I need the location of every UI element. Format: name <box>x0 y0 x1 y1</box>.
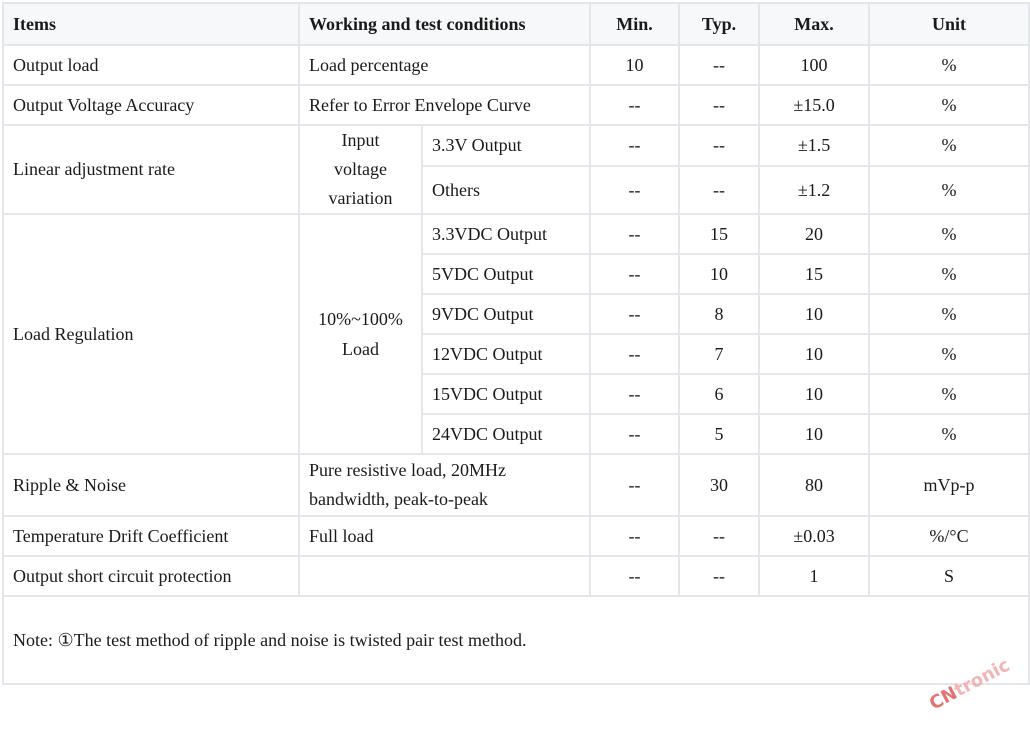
table-row <box>3 85 1029 125</box>
unit-cell: % <box>869 294 1029 334</box>
item-cell: Load Regulation <box>3 214 299 454</box>
typ-cell: -- <box>679 125 759 166</box>
unit-cell: % <box>869 125 1029 166</box>
max-cell: ±0.03 <box>759 516 869 556</box>
header-unit: Unit <box>869 3 1029 45</box>
condition-line: Pure resistive load, 20MHz <box>309 460 506 480</box>
min-cell: -- <box>590 516 679 556</box>
min-cell: -- <box>590 414 679 454</box>
unit-cell: % <box>869 45 1029 85</box>
max-cell: 10 <box>759 294 869 334</box>
unit-cell: %/°C <box>869 516 1029 556</box>
max-cell: 100 <box>759 45 869 85</box>
condition-group-cell <box>299 214 422 454</box>
typ-cell: -- <box>679 516 759 556</box>
max-cell: 1 <box>759 556 869 596</box>
header-items: Items <box>3 3 299 45</box>
max-cell: ±1.5 <box>759 125 869 166</box>
condition-line: variation <box>328 188 393 208</box>
item-cell: Output Voltage Accuracy <box>3 85 299 125</box>
item-cell: Linear adjustment rate <box>3 125 299 214</box>
header-min: Min. <box>590 3 679 45</box>
max-cell: 10 <box>759 374 869 414</box>
unit-cell: % <box>869 414 1029 454</box>
max-cell: ±1.2 <box>759 166 869 214</box>
header-conditions: Working and test conditions <box>299 3 590 45</box>
condition-line: voltage <box>334 159 387 179</box>
table-row <box>3 214 1029 254</box>
condition-cell <box>299 454 590 516</box>
min-cell: 10 <box>590 45 679 85</box>
max-cell: ±15.0 <box>759 85 869 125</box>
unit-cell: S <box>869 556 1029 596</box>
typ-cell: 8 <box>679 294 759 334</box>
typ-cell: 7 <box>679 334 759 374</box>
condition-line: Load <box>342 339 379 359</box>
table-row <box>3 516 1029 556</box>
table-row <box>3 454 1029 516</box>
condition-cell: Refer to Error Envelope Curve <box>299 85 590 125</box>
condition-line: 10%~100% <box>318 309 403 329</box>
note-text: Note: ①The test method of ripple and noise is twisted pair test method. <box>3 596 1029 684</box>
header-row <box>3 3 1029 45</box>
typ-cell: 6 <box>679 374 759 414</box>
table-row <box>3 125 1029 166</box>
sub-condition-cell: 12VDC Output <box>422 334 590 374</box>
item-cell: Output load <box>3 45 299 85</box>
item-cell: Temperature Drift Coefficient <box>3 516 299 556</box>
max-cell: 20 <box>759 214 869 254</box>
sub-condition-cell: 24VDC Output <box>422 414 590 454</box>
watermark-brand-cn: CN <box>925 682 961 715</box>
min-cell: -- <box>590 374 679 414</box>
typ-cell: -- <box>679 85 759 125</box>
spec-table <box>2 2 1030 685</box>
min-cell: -- <box>590 294 679 334</box>
condition-cell: Load percentage <box>299 45 590 85</box>
min-cell: -- <box>590 85 679 125</box>
note-row <box>3 596 1029 684</box>
condition-line: bandwidth, peak-to-peak <box>309 489 488 509</box>
max-cell: 80 <box>759 454 869 516</box>
item-cell: Ripple & Noise <box>3 454 299 516</box>
min-cell: -- <box>590 125 679 166</box>
min-cell: -- <box>590 254 679 294</box>
typ-cell: -- <box>679 166 759 214</box>
unit-cell: % <box>869 166 1029 214</box>
condition-group-cell <box>299 125 422 214</box>
typ-cell: 30 <box>679 454 759 516</box>
condition-line: Input <box>341 130 380 150</box>
typ-cell: 15 <box>679 214 759 254</box>
unit-cell: mVp-p <box>869 454 1029 516</box>
sub-condition-cell: 15VDC Output <box>422 374 590 414</box>
max-cell: 10 <box>759 414 869 454</box>
min-cell: -- <box>590 454 679 516</box>
max-cell: 10 <box>759 334 869 374</box>
min-cell: -- <box>590 214 679 254</box>
watermark-brand-rest: tronic <box>950 654 1014 702</box>
unit-cell: % <box>869 85 1029 125</box>
table-row <box>3 45 1029 85</box>
header-typ: Typ. <box>679 3 759 45</box>
min-cell: -- <box>590 556 679 596</box>
condition-cell <box>299 556 590 596</box>
unit-cell: % <box>869 214 1029 254</box>
typ-cell: -- <box>679 45 759 85</box>
min-cell: -- <box>590 334 679 374</box>
condition-cell: Full load <box>299 516 590 556</box>
unit-cell: % <box>869 374 1029 414</box>
sub-condition-cell: 9VDC Output <box>422 294 590 334</box>
sub-condition-cell: 3.3V Output <box>422 125 590 166</box>
min-cell: -- <box>590 166 679 214</box>
typ-cell: 5 <box>679 414 759 454</box>
sub-condition-cell: 5VDC Output <box>422 254 590 294</box>
unit-cell: % <box>869 334 1029 374</box>
item-cell: Output short circuit protection <box>3 556 299 596</box>
unit-cell: % <box>869 254 1029 294</box>
table-row <box>3 556 1029 596</box>
sub-condition-cell: 3.3VDC Output <box>422 214 590 254</box>
max-cell: 15 <box>759 254 869 294</box>
sub-condition-cell: Others <box>422 166 590 214</box>
typ-cell: 10 <box>679 254 759 294</box>
typ-cell: -- <box>679 556 759 596</box>
header-max: Max. <box>759 3 869 45</box>
